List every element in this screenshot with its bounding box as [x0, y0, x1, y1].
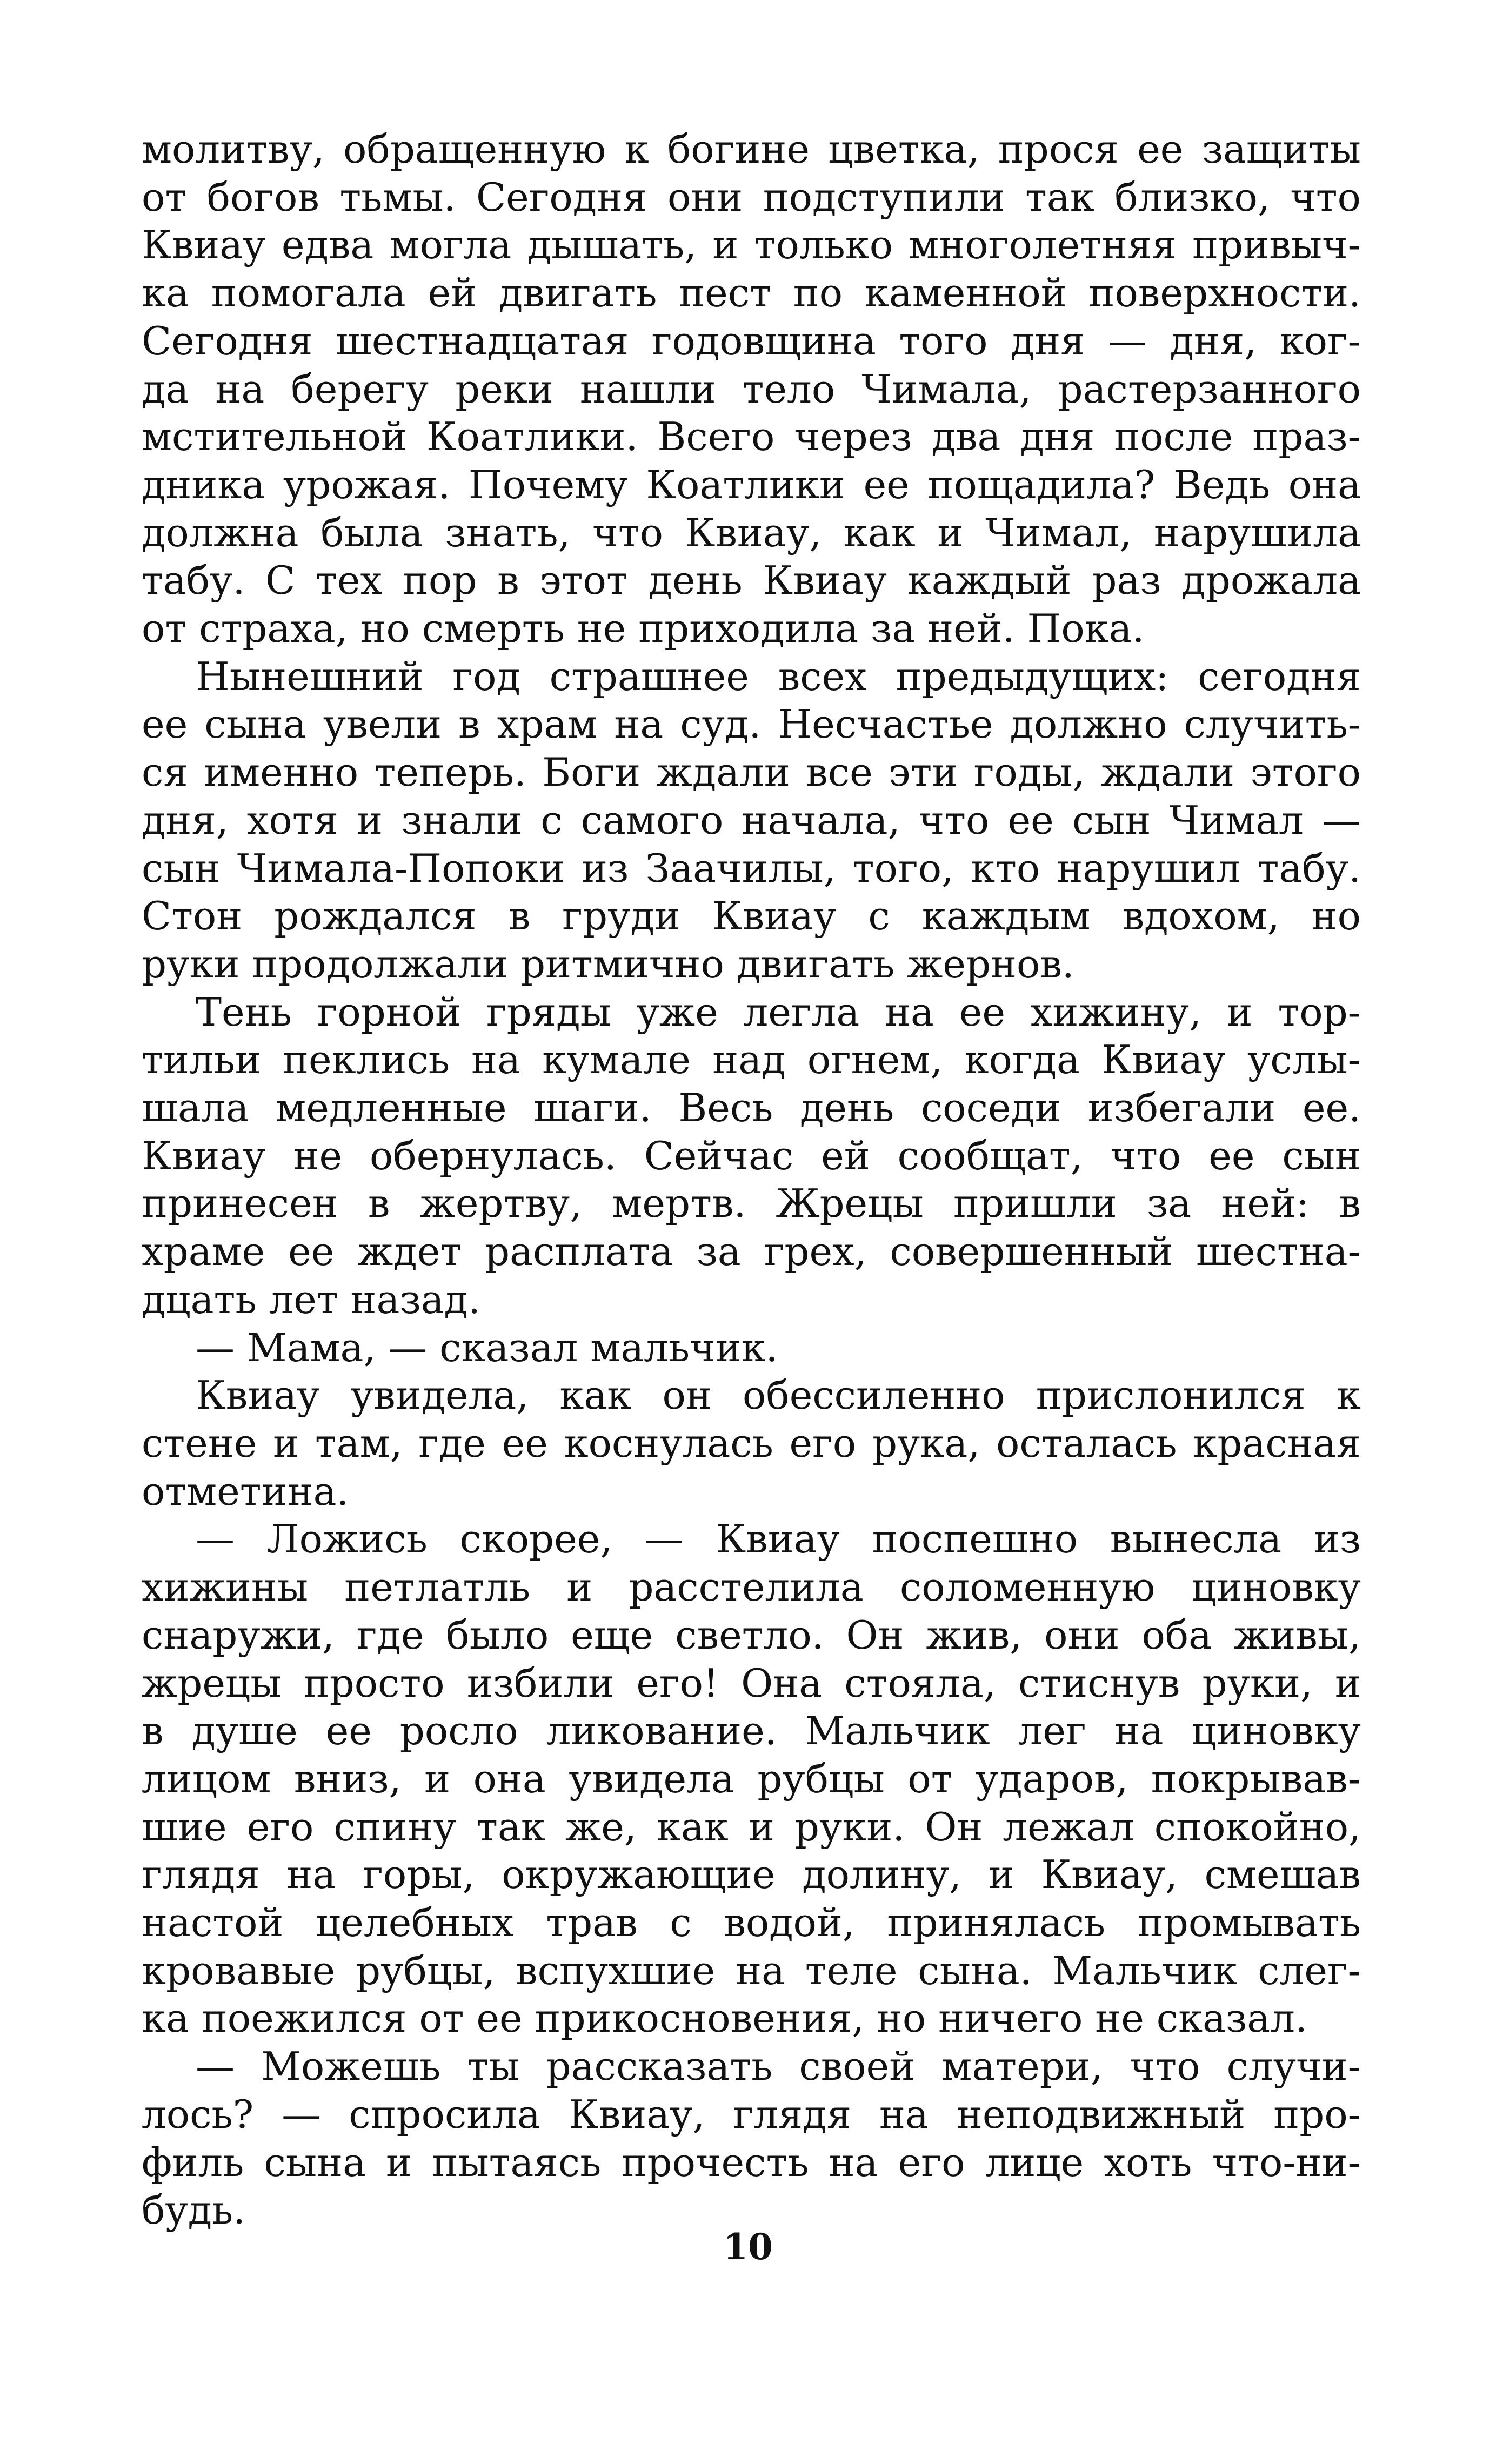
text-line: Стон рождался в груди Квиау с каждым вдохом, но [142, 893, 1361, 939]
page-number: 10 [723, 2226, 773, 2268]
text-line: руки продолжали ритмично двигать жернов. [142, 941, 1074, 987]
text-line: — Мама, — сказал мальчик. [196, 1324, 778, 1370]
text-line: дня, хотя и знали с самого начала, что ее сын Чимал — [142, 797, 1361, 843]
text-line: будь. [142, 2187, 246, 2233]
text-line: кровавые рубцы, вспухшие на теле сына. Мальчик слег- [142, 1947, 1361, 1993]
text-line: должна была знать, что Квиау, как и Чимал, нарушила [142, 510, 1361, 555]
text-line: снаружи, где было еще светло. Он жив, они оба живы, [142, 1612, 1361, 1658]
text-line: Квиау не обернулась. Сейчас ей сообщат, что ее сын [142, 1133, 1361, 1179]
text-line: Тень горной гряды уже легла на ее хижину, и тор- [196, 989, 1361, 1035]
text-line: глядя на горы, окружающие долину, и Квиау, смешав [142, 1852, 1361, 1898]
text-line: шие его спину так же, как и руки. Он лежал спокойно, [142, 1804, 1361, 1850]
text-line: храме ее ждет расплата за грех, совершенный шестна- [142, 1229, 1361, 1275]
text-line: Нынешний год страшнее всех предыдущих: сегодня [196, 653, 1361, 699]
page-body [142, 125, 1361, 2234]
paragraph [142, 1515, 1361, 2043]
text-line: хижины петлатль и расстелила соломенную циновку [142, 1564, 1361, 1610]
paragraph [142, 2043, 1361, 2234]
text-line: Сегодня шестнадцатая годовщина того дня — дня, ког- [142, 318, 1361, 364]
text-line: Квиау едва могла дышать, и только многолетняя привыч- [142, 222, 1361, 268]
text-line: от богов тьмы. Сегодня они подступили так близко, что [142, 174, 1361, 220]
text-line: стене и там, где ее коснулась его рука, осталась красная [142, 1420, 1361, 1466]
paragraph [142, 1324, 1361, 1372]
text-line: лось? — спросила Квиау, глядя на неподвижный про- [142, 2091, 1361, 2137]
paragraph [142, 125, 1361, 653]
text-line: ка помогала ей двигать пест по каменной поверхности. [142, 270, 1361, 316]
paragraph [142, 988, 1361, 1324]
text-line: да на берегу реки нашли тело Чимала, растерзанного [142, 366, 1361, 412]
text-line: ее сына увели в храм на суд. Несчастье должно случить- [142, 701, 1361, 747]
text-line: ка поежился от ее прикосновения, но ничего не сказал. [142, 1996, 1307, 2041]
text-line: — Можешь ты рассказать своей матери, что случи- [196, 2044, 1361, 2090]
text-line: дцать лет назад. [142, 1276, 480, 1322]
text-line: Квиау увидела, как он обессиленно прислонился к [196, 1372, 1361, 1418]
text-line: отметина. [142, 1468, 349, 1514]
text-line: мстительной Коатлики. Всего через два дня после праз- [142, 414, 1361, 460]
text-line: тильи пеклись на кумале над огнем, когда Квиау услы- [142, 1037, 1361, 1083]
paragraph [142, 653, 1361, 988]
text-line: принесен в жертву, мертв. Жрецы пришли за ней: в [142, 1181, 1361, 1227]
text-line: — Ложись скорее, — Квиау поспешно вынесла из [196, 1516, 1361, 1562]
text-line: молитву, обращенную к богине цветка, прося ее защиты [142, 126, 1361, 172]
paragraph [142, 1371, 1361, 1515]
text-line: табу. С тех пор в этот день Квиау каждый раз дрожала [142, 558, 1361, 604]
text-line: жрецы просто избили его! Она стояла, стиснув руки, и [142, 1660, 1361, 1706]
text-line: настой целебных трав с водой, принялась промывать [142, 1900, 1361, 1946]
text-line: ся именно теперь. Боги ждали все эти годы, ждали этого [142, 749, 1361, 795]
text-line: от страха, но смерть не приходила за ней. Пока. [142, 606, 1145, 652]
text-line: лицом вниз, и она увидела рубцы от ударов, покрывав- [142, 1756, 1361, 1802]
text-line: в душе ее росло ликование. Мальчик лег на циновку [142, 1708, 1361, 1754]
text-line: дника урожая. Почему Коатлики ее пощадила? Ведь она [142, 461, 1361, 507]
text-line: шала медленные шаги. Весь день соседи избегали ее. [142, 1085, 1361, 1131]
text-line: филь сына и пытаясь прочесть на его лице хоть что-ни- [142, 2139, 1361, 2185]
text-line: сын Чимала-Попоки из Заачилы, того, кто нарушил табу. [142, 845, 1361, 891]
